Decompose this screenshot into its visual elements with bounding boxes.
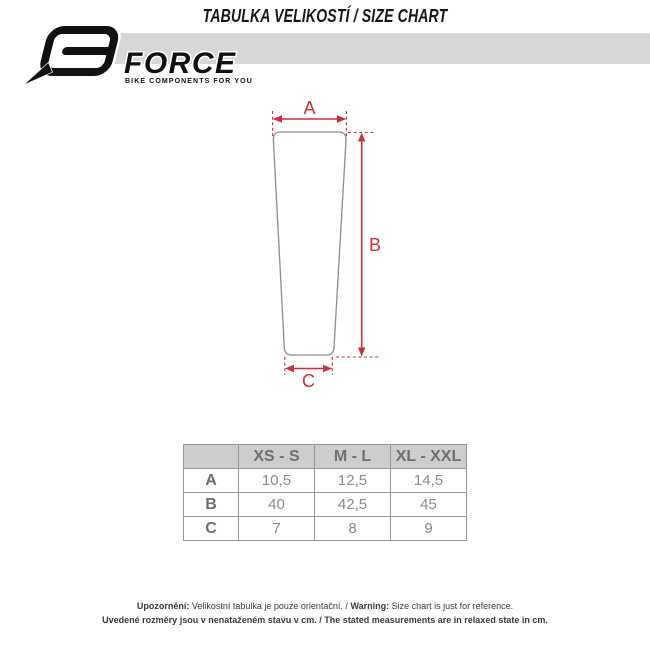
column-header-xl-xxl: XL - XXL bbox=[391, 445, 467, 469]
brand-tagline: BIKE COMPONENTS FOR YOU bbox=[125, 78, 253, 85]
brand-wordmark: FORCE bbox=[124, 47, 237, 80]
row-label-c: C bbox=[184, 517, 239, 541]
footer-measurement-note: Uvedené rozměry jsou v nenataženém stavu v cm. / The stated measurements are in relaxed state in cm. bbox=[102, 615, 548, 625]
dimension-b-label: B bbox=[369, 235, 382, 255]
row-label-b: B bbox=[184, 493, 239, 517]
footer-note bbox=[0, 599, 650, 627]
table-cell: 12,5 bbox=[315, 469, 391, 493]
table-row-c bbox=[184, 517, 467, 541]
table-cell: 8 bbox=[315, 517, 391, 541]
column-header-xs-s: XS - S bbox=[239, 445, 315, 469]
footer-warning-text-en: Size chart is just for reference. bbox=[389, 601, 514, 611]
arrow-down-icon bbox=[358, 348, 365, 357]
arrow-left-icon bbox=[273, 115, 282, 123]
table-row-b bbox=[184, 493, 467, 517]
force-logo bbox=[30, 22, 253, 86]
page-title: TABULKA VELIKOSTÍ / SIZE CHART bbox=[202, 6, 448, 26]
dimension-a-label: A bbox=[303, 98, 316, 118]
size-table bbox=[183, 444, 467, 541]
row-label-a: A bbox=[184, 469, 239, 493]
dimension-a bbox=[273, 98, 347, 136]
arrow-left-icon bbox=[285, 365, 294, 373]
force-f-emblem-icon bbox=[25, 30, 116, 84]
footer-warning-label-cs: Upozornění: bbox=[136, 601, 190, 611]
table-header-row bbox=[184, 445, 467, 469]
dimension-b bbox=[336, 133, 381, 358]
arrow-right-icon bbox=[337, 115, 346, 123]
arrow-up-icon bbox=[358, 133, 365, 142]
table-cell: 7 bbox=[239, 517, 315, 541]
footer-warning-line bbox=[0, 599, 650, 613]
table-cell: 9 bbox=[391, 517, 467, 541]
footer-warning-text-cs: Velikostní tabulka je pouze orientační. / bbox=[189, 601, 351, 611]
column-header-m-l: M - L bbox=[315, 445, 391, 469]
table-row-a bbox=[184, 469, 467, 493]
table-cell: 10,5 bbox=[239, 469, 315, 493]
sleeve-outline bbox=[273, 132, 346, 355]
arrow-right-icon bbox=[323, 365, 332, 373]
dimension-c bbox=[285, 357, 333, 391]
dimension-c-label: C bbox=[302, 371, 315, 391]
table-cell: 42,5 bbox=[315, 493, 391, 517]
table-corner-cell bbox=[184, 445, 239, 469]
footer-warning-label-en: Warning: bbox=[350, 601, 390, 611]
sleeve-dimension-diagram bbox=[180, 95, 480, 395]
table-cell: 14,5 bbox=[391, 469, 467, 493]
table-cell: 45 bbox=[391, 493, 467, 517]
table-cell: 40 bbox=[239, 493, 315, 517]
